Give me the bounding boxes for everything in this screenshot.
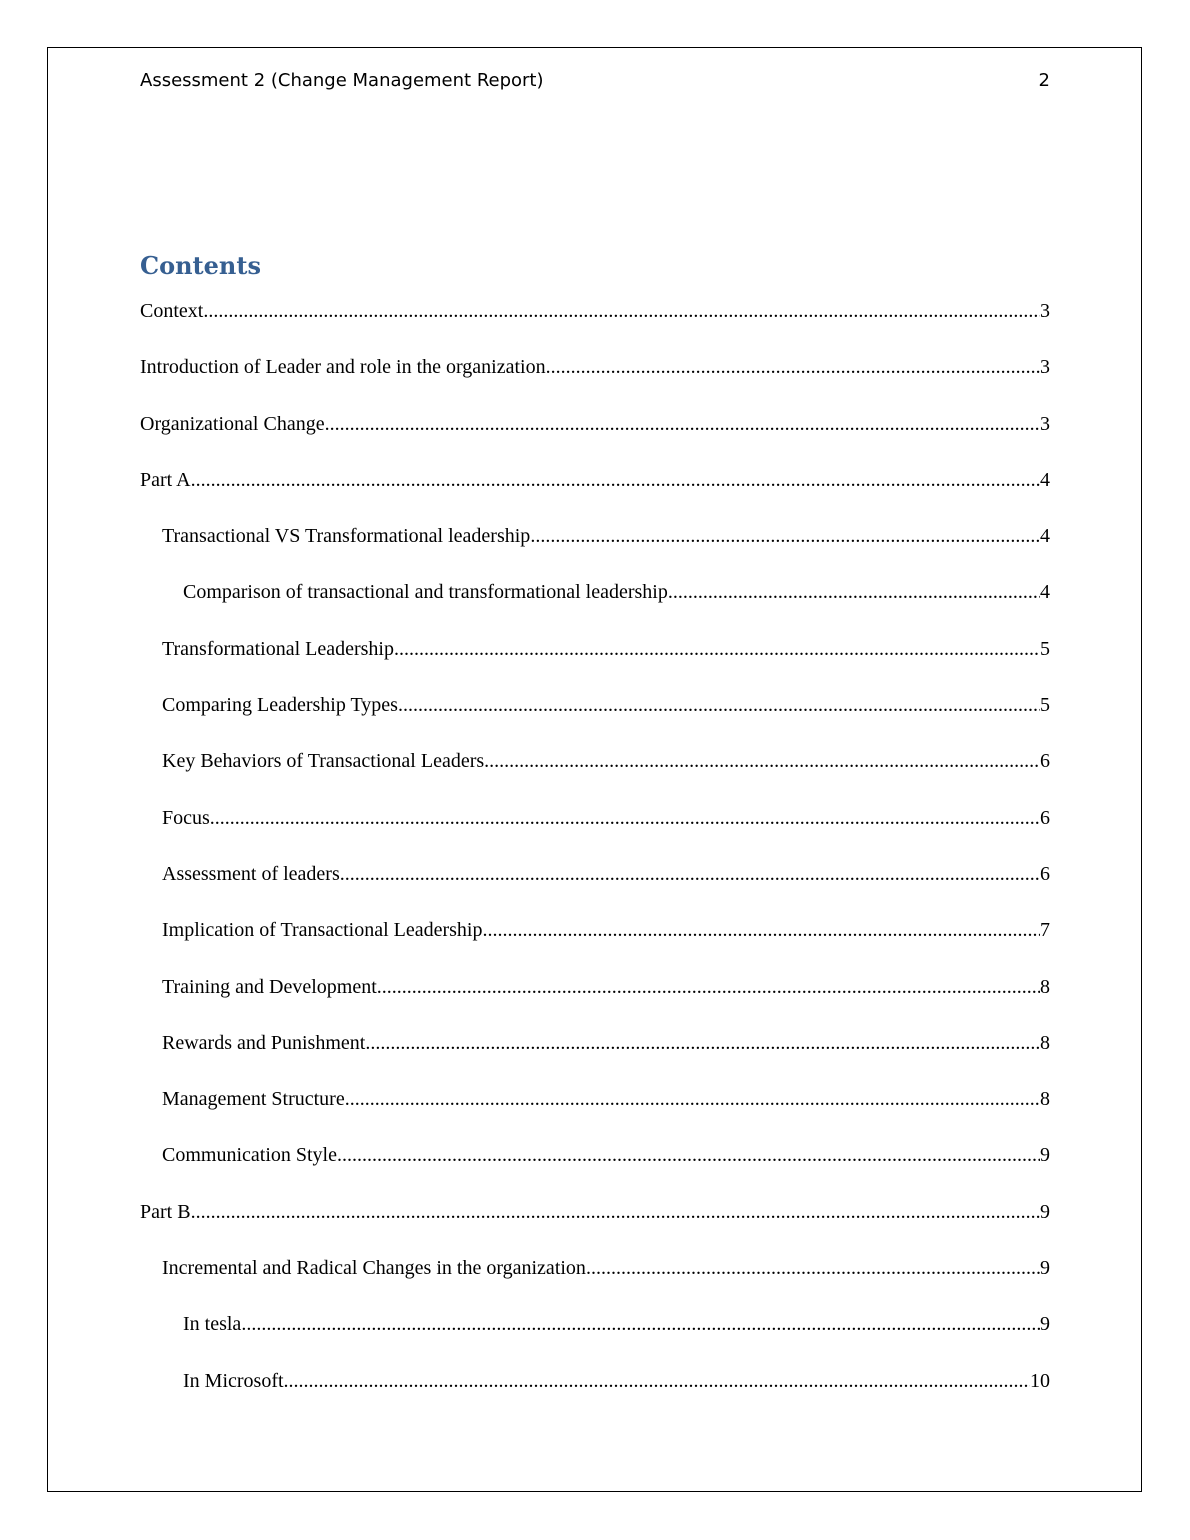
toc-entry[interactable] bbox=[140, 916, 1050, 972]
toc-entry-page: 3 bbox=[1040, 300, 1050, 322]
toc-dot-leader bbox=[377, 973, 1040, 1001]
toc-entry-label: Rewards and Punishment bbox=[162, 1031, 366, 1054]
toc-entry-label: Communication Style bbox=[162, 1144, 337, 1167]
toc-dot-leader bbox=[345, 1085, 1040, 1113]
toc-entry-label: Assessment of leaders bbox=[162, 862, 340, 885]
toc-entry-label: Comparison of transactional and transformational leadership bbox=[183, 581, 668, 604]
toc-entry-label: Part A bbox=[140, 468, 191, 491]
toc-dot-leader bbox=[191, 1198, 1040, 1226]
toc-entry-page: 8 bbox=[1040, 1088, 1050, 1111]
toc-entry-label: In Microsoft bbox=[183, 1369, 284, 1392]
toc-entry-page: 4 bbox=[1040, 468, 1050, 491]
toc-dot-leader bbox=[284, 1367, 1030, 1395]
toc-entry-page: 5 bbox=[1040, 637, 1050, 660]
toc-entry[interactable] bbox=[140, 804, 1050, 860]
toc-dot-leader bbox=[530, 522, 1040, 550]
toc-entry-label: Part B bbox=[140, 1200, 191, 1223]
toc-entry-page: 5 bbox=[1040, 694, 1050, 717]
toc-entry[interactable] bbox=[140, 1141, 1050, 1197]
toc-dot-leader bbox=[482, 916, 1040, 944]
toc-entry[interactable] bbox=[140, 1254, 1050, 1310]
toc-dot-leader bbox=[325, 410, 1040, 438]
toc-heading: Contents bbox=[140, 251, 261, 280]
toc-entry-page: 7 bbox=[1040, 919, 1050, 942]
toc-entry-label: In tesla bbox=[183, 1313, 242, 1336]
toc-entry[interactable] bbox=[140, 1085, 1050, 1141]
toc-entry-page: 3 bbox=[1040, 356, 1050, 379]
page-header bbox=[140, 70, 1050, 96]
toc-entry[interactable] bbox=[140, 578, 1050, 634]
toc-entry[interactable] bbox=[140, 747, 1050, 803]
toc-entry-page: 4 bbox=[1040, 581, 1050, 604]
toc-entry[interactable] bbox=[140, 410, 1050, 466]
toc-entry-page: 6 bbox=[1040, 806, 1050, 829]
toc-entry-page: 8 bbox=[1040, 975, 1050, 998]
toc-entry-label: Management Structure bbox=[162, 1088, 345, 1111]
toc-dot-leader bbox=[340, 860, 1040, 888]
toc-dot-leader bbox=[398, 691, 1040, 719]
toc-entry-page: 9 bbox=[1040, 1144, 1050, 1167]
toc-entry[interactable] bbox=[140, 860, 1050, 916]
toc-entry-label: Key Behaviors of Transactional Leaders bbox=[162, 750, 485, 773]
toc-entry-label: Transactional VS Transformational leadership bbox=[162, 525, 531, 548]
toc-entry-label: Context bbox=[140, 300, 204, 322]
toc-entry-label: Focus bbox=[162, 806, 210, 829]
toc-entry-page: 6 bbox=[1040, 862, 1050, 885]
toc-entry[interactable] bbox=[140, 1029, 1050, 1085]
toc-dot-leader bbox=[203, 297, 1040, 325]
toc-entry-page: 9 bbox=[1040, 1257, 1050, 1280]
toc-entry[interactable] bbox=[140, 1310, 1050, 1366]
toc-dot-leader bbox=[394, 635, 1040, 663]
toc-dot-leader bbox=[546, 353, 1040, 381]
toc-entry-label: Training and Development bbox=[162, 975, 377, 998]
toc-entry[interactable] bbox=[140, 691, 1050, 747]
toc-dot-leader bbox=[241, 1310, 1040, 1338]
toc-entry[interactable] bbox=[140, 297, 1050, 353]
table-of-contents bbox=[140, 297, 1050, 1423]
toc-entry[interactable] bbox=[140, 353, 1050, 409]
toc-entry[interactable] bbox=[140, 973, 1050, 1029]
header-title: Assessment 2 (Change Management Report) bbox=[140, 70, 544, 91]
toc-dot-leader bbox=[191, 466, 1040, 494]
toc-dot-leader bbox=[484, 747, 1040, 775]
toc-entry-label: Introduction of Leader and role in the organization bbox=[140, 356, 546, 379]
toc-entry-page: 10 bbox=[1030, 1369, 1050, 1392]
toc-entry-page: 9 bbox=[1040, 1200, 1050, 1223]
toc-dot-leader bbox=[337, 1141, 1040, 1169]
toc-entry-page: 6 bbox=[1040, 750, 1050, 773]
toc-entry-page: 9 bbox=[1040, 1313, 1050, 1336]
toc-entry-label: Transformational Leadership bbox=[162, 637, 394, 660]
toc-entry-label: Comparing Leadership Types bbox=[162, 694, 398, 717]
toc-entry-label: Implication of Transactional Leadership bbox=[162, 919, 483, 942]
toc-entry-label: Organizational Change bbox=[140, 412, 325, 435]
toc-entry-page: 4 bbox=[1040, 525, 1050, 548]
toc-dot-leader bbox=[586, 1254, 1040, 1282]
toc-entry[interactable] bbox=[140, 466, 1050, 522]
toc-dot-leader bbox=[210, 804, 1040, 832]
toc-dot-leader bbox=[668, 578, 1040, 606]
toc-entry[interactable] bbox=[140, 522, 1050, 578]
toc-entry[interactable] bbox=[140, 635, 1050, 691]
header-page-number: 2 bbox=[1038, 70, 1050, 91]
toc-entry[interactable] bbox=[140, 1198, 1050, 1254]
toc-entry-label: Incremental and Radical Changes in the organization bbox=[162, 1257, 586, 1280]
toc-entry-page: 3 bbox=[1040, 412, 1050, 435]
toc-dot-leader bbox=[365, 1029, 1040, 1057]
toc-entry[interactable] bbox=[140, 1367, 1050, 1423]
toc-entry-page: 8 bbox=[1040, 1031, 1050, 1054]
